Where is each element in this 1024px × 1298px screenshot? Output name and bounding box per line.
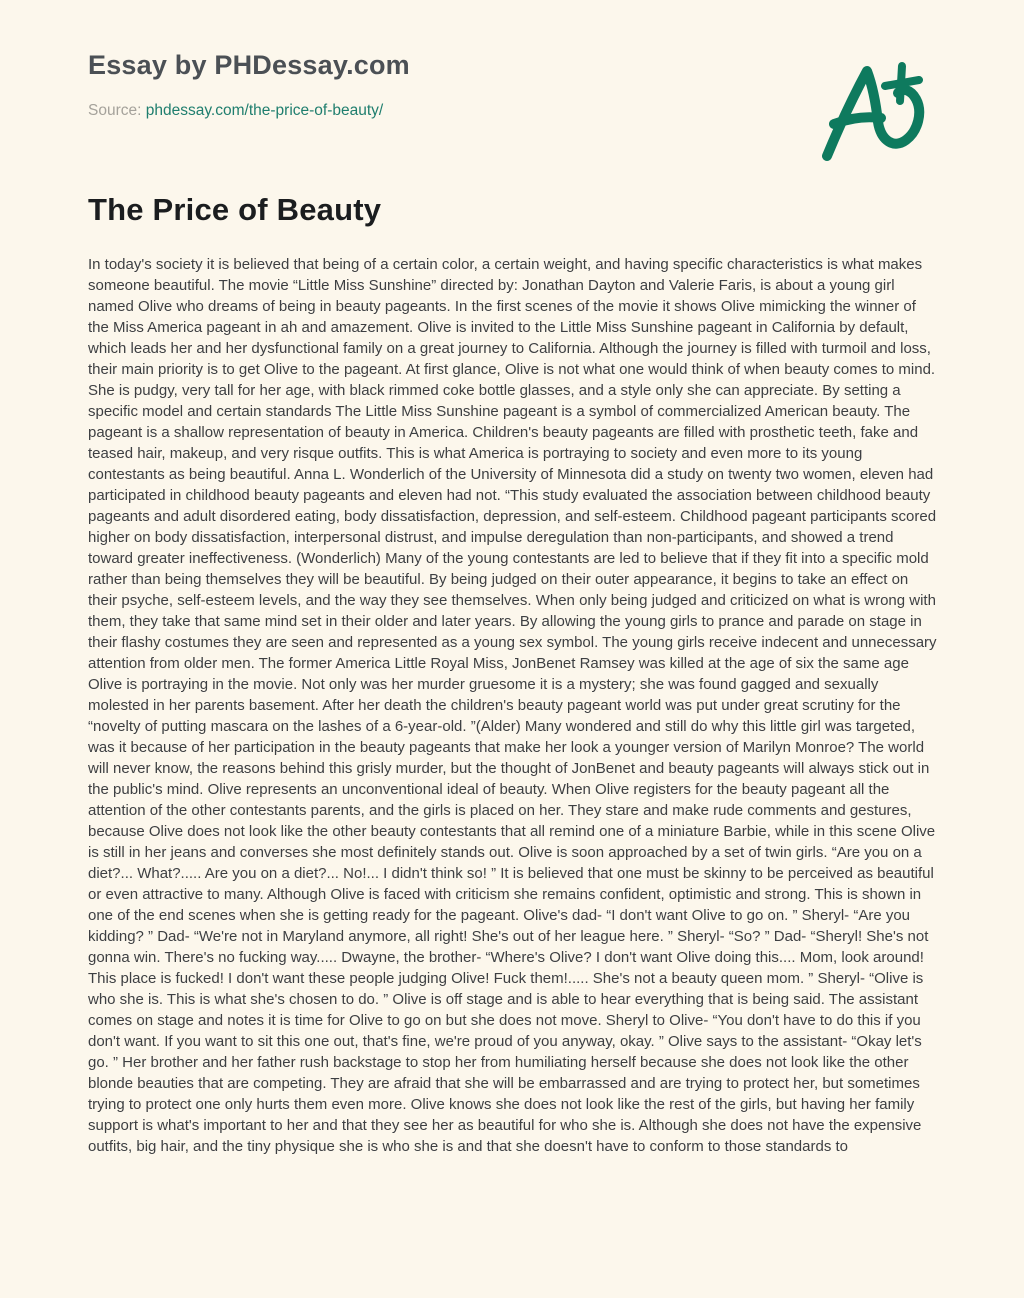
document-header-title: Essay by PHDessay.com — [88, 50, 410, 80]
source-link[interactable]: phdessay.com/the-price-of-beauty/ — [145, 102, 384, 119]
document-content — [88, 0, 937, 1253]
source-label: Source: — [88, 102, 142, 119]
source-line — [88, 102, 937, 120]
essay-body-text: In today's society it is believed that being of a certain color, a certain weight, and having specific characteristics is what makes someone beautiful. The movie “Little Miss Sunshine” directed by: Jonathan Dayton and Valerie Faris, is about a young girl named Olive who dreams of being in beauty pageants. In the first scenes of the movie it shows Olive mimicking the winner of the Miss America pageant in ah and amazement. Olive is invited to the Little Miss Sunshine pageant in California by default, which leads her and her dysfunctional family on a great journey to California. Although the journey is filled with turmoil and loss, their main priority is to get Olive to the pageant. At first glance, Olive is not what one would think of when beauty comes to mind. She is pudgy, very tall for her age, with black rimmed coke bottle glasses, and a style only she can appreciate. By setting a specific model and certain standards The Little Miss Sunshine pageant is a symbol of commercialized American beauty. The pageant is a shallow representation of beauty in America. Children's beauty pageants are filled with prosthetic teeth, fake and teased hair, makeup, and very risque outfits. This is what America is portraying to society and even more to its young contestants as being beautiful. Anna L. Wonderlich of the University of Minnesota did a study on twenty two women, eleven had participated in childhood beauty pageants and eleven had not. “This study evaluated the association between childhood beauty pageants and adult disordered eating, body dissatisfaction, depression, and self-esteem. Childhood pageant participants scored higher on body dissatisfaction, interpersonal distrust, and impulse deregulation than non-participants, and showed a trend toward greater ineffectiveness. (Wonderlich) Many of the young contestants are led to believe that if they fit into a specific mold rather than being themselves they will be beautiful. By being judged on their outer appearance, it begins to take an effect on their psyche, self-esteem levels, and the way they see themselves. When only being judged and criticized on what is wrong with them, they take that same mind set in their older and later years. By allowing the young girls to prance and parade on stage in their flashy costumes they are seen and represented as a young sex symbol. The young girls receive indecent and unnecessary attention from older men. The former America Little Royal Miss, JonBenet Ramsey was killed at the age of six the same age Olive is portraying in the movie. Not only was her murder gruesome it is a mystery; she was found gagged and sexually molested in her parents basement. After her death the children's beauty pageant world was put under great scrutiny for the “novelty of putting mascara on the lashes of a 6-year-old. ”(Alder) Many wondered and still do why this little girl was targeted, was it because of her participation in the beauty pageants that make her look a younger version of Marilyn Monroe? The world will never know, the reasons behind this grisly murder, but the thought of JonBenet and beauty pageants will always stick out in the public's mind. Olive represents an unconventional ideal of beauty. When Olive registers for the beauty pageant all the attention of the other contestants parents, and the girls is placed on her. They stare and make rude comments and gestures, because Olive does not look like the other beauty contestants that all remind one of a miniature Barbie, while in this scene Olive is still in her jeans and converses she most definitely stands out. Olive is soon approached by a set of twin girls. “Are you on a diet?... What?..... Are you on a diet?... No!... I didn't think so! ” It is believed that one must be skinny to be perceived as beautiful or even attractive to many. Although Olive is faced with criticism she remains confident, optimistic and strong. This is shown in one of the end scenes when she is getting ready for the pageant. Olive's dad- “I don't want Olive to go on. ” Sheryl- “Are you kidding? ” Dad- “We're not in Maryland anymore, all right! She's out of her league here. ” Sheryl- “So? ” Dad- “Sheryl! She's not gonna win. There's no fucking way..... Dwayne, the brother- “Where's Olive? I don't want Olive doing this.... Mom, look around! This place is fucked! I don't want these people judging Olive! Fuck them!..... She's not a beauty queen mom. ” Sheryl- “Olive is who she is. This is what she's chosen to do. ” Olive is off stage and is able to hear everything that is being said. The assistant comes on stage and notes it is time for Olive to go on but she does not move. Sheryl to Olive- “You don't have to do this if you don't want. If you want to sit this one out, that's fine, we're proud of you anyway, okay. ” Olive says to the assistant- “Okay let's go. ” Her brother and her father rush backstage to stop her from humiliating herself because she does not look like the other blonde beauties that are competing. They are afraid that she will be embarrassed and are trying to protect her, but sometimes trying to protect one only hurts them even more. Olive knows she does not look like the rest of the girls, but having her family support is what's important to her and that they see her as beautiful for who she is. Although she does not have the expensive outfits, big hair, and the tiny physique she is who she is and that she doesn't have to conform to those standards to — [88, 256, 937, 1155]
essay-title: The Price of Beauty — [88, 192, 382, 227]
